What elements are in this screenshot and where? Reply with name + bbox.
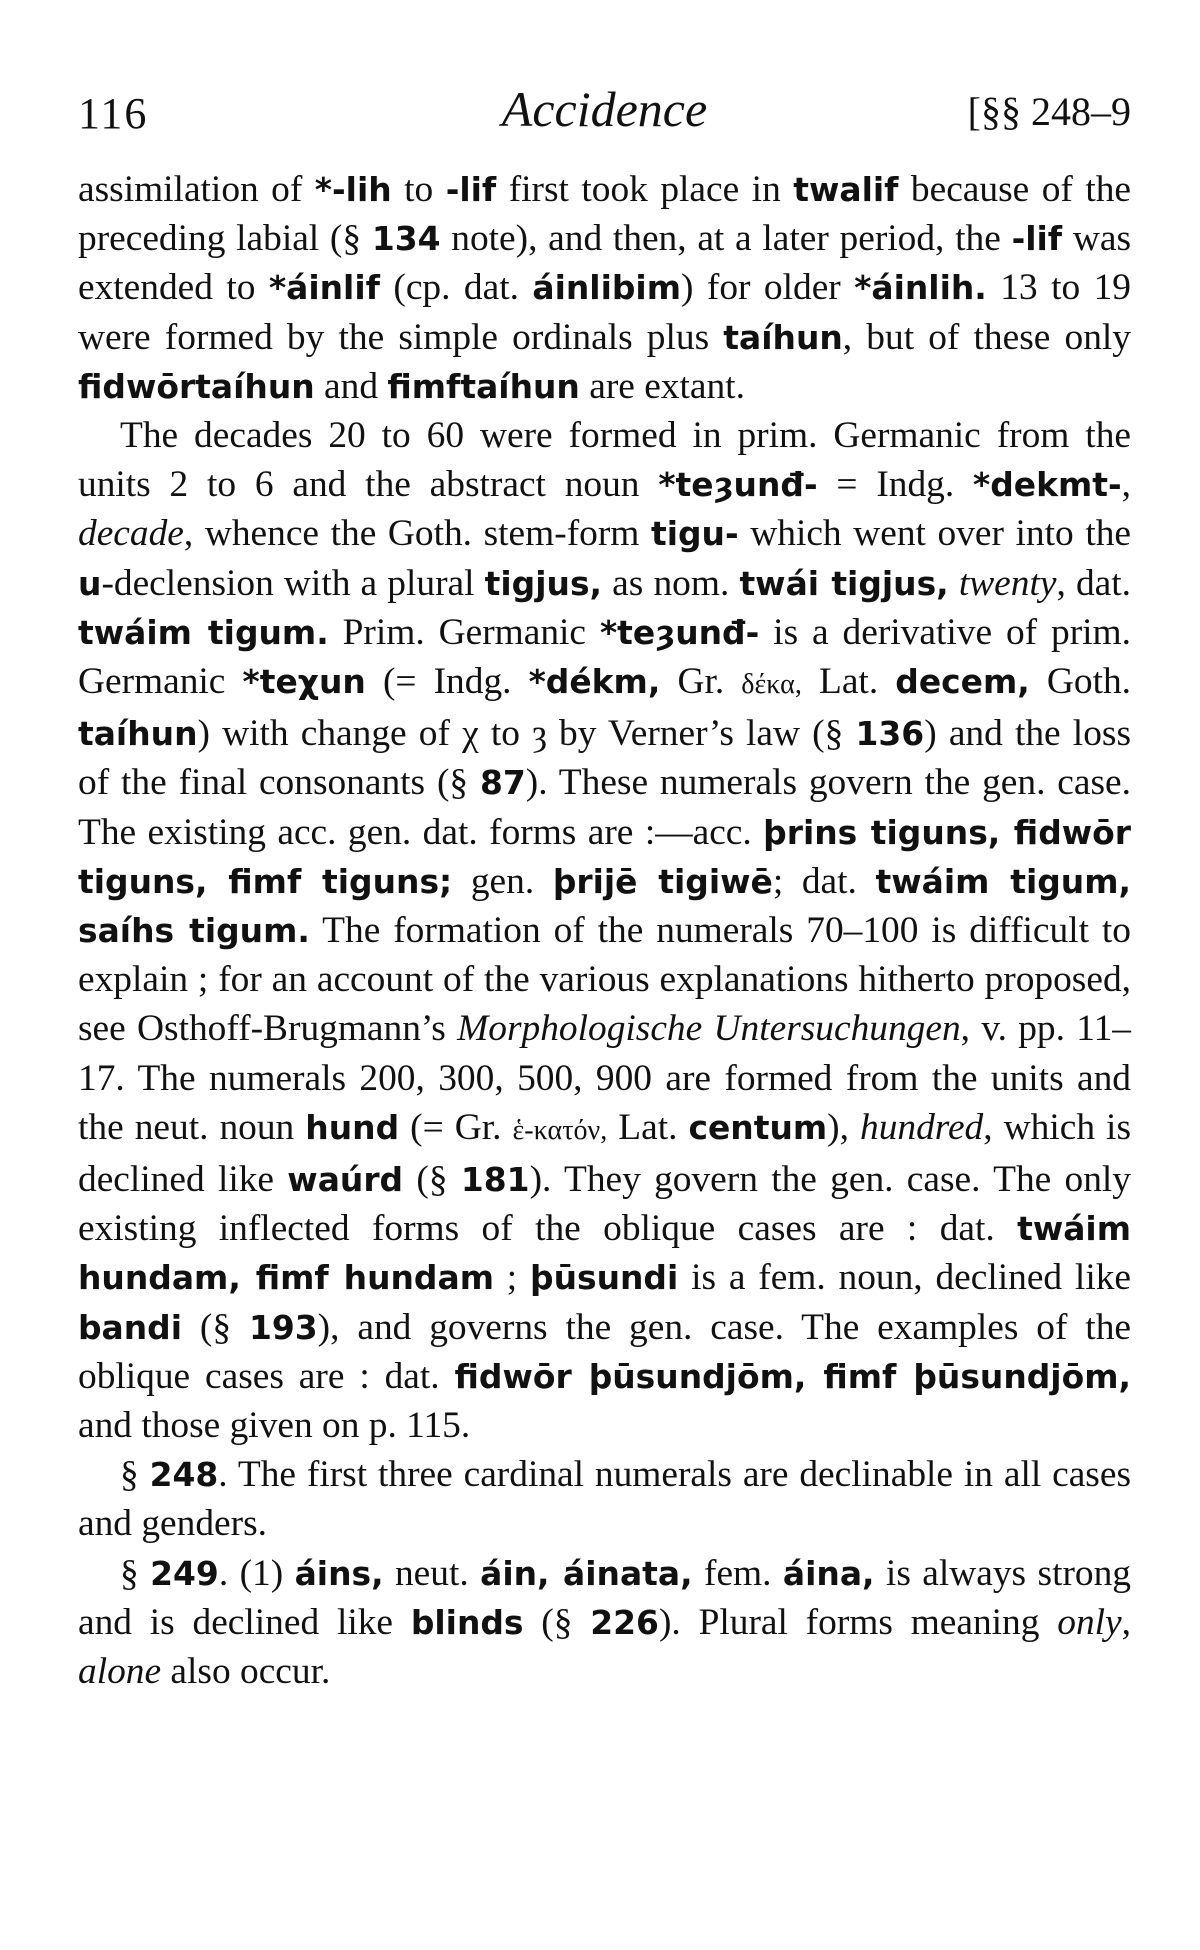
text-run: and [314, 365, 388, 407]
bold-term: 181 [460, 1160, 530, 1200]
text-run: 13 to 19 were formed by the simple ordinals plus [78, 267, 1131, 358]
book-page [78, 80, 1131, 1696]
text-run: Lat. [607, 1106, 689, 1148]
text-run: (§ [523, 1601, 591, 1643]
bold-term: áin, áinata, [480, 1553, 693, 1593]
text-run: (§ [182, 1306, 249, 1348]
bold-term: *dekmt- [973, 465, 1122, 505]
page-number: 116 [78, 89, 149, 138]
text-run: ), and governs the gen. case. The examples of the oblique cases are : dat. [78, 1306, 1131, 1397]
bold-term: taíhun [723, 317, 843, 357]
text-run: , which is declined like [78, 1106, 1131, 1201]
paragraph [78, 1450, 1131, 1548]
bold-term: *áinlif [268, 268, 380, 308]
text-run: ) with change of χ to ȝ by Verner’s law (§ [197, 713, 856, 755]
bold-term: tigjus, [484, 563, 603, 603]
bold-term: decem, [895, 662, 1030, 702]
bold-term: centum [688, 1107, 828, 1147]
text-run: gen. [452, 860, 553, 902]
bold-term: *teȝunđ- [658, 465, 818, 505]
bold-term: fidwōr þūsundjōm, fimf þūsundjōm, [454, 1356, 1131, 1396]
text-run: as nom. [602, 562, 740, 604]
bold-term: þrijē tigiwē [552, 861, 773, 901]
text-run: ). These numerals govern the gen. case. The existing acc. gen. dat. forms are :—acc. [78, 762, 1131, 853]
text-run: first took place in [496, 169, 794, 210]
italic-term: decade [78, 513, 184, 555]
bold-term: hund [305, 1107, 400, 1147]
italic-term: alone [78, 1651, 162, 1693]
text-run: , whence the Goth. stem-form [183, 513, 651, 555]
text-run: § [120, 1454, 150, 1496]
text-run: ; dat. [772, 860, 876, 902]
text-run: (§ [403, 1159, 461, 1201]
bold-term: blinds [410, 1602, 524, 1642]
text-run: ) for older [680, 267, 855, 309]
running-title: Accidence [501, 81, 708, 137]
text-run: Lat. [801, 661, 896, 703]
bold-term: *áinlih. [854, 268, 987, 308]
italic-term: hundred [860, 1106, 984, 1148]
running-head [78, 80, 1131, 140]
italic-term: twenty [958, 562, 1057, 604]
bold-term: 249 [150, 1553, 219, 1593]
paragraph [78, 1549, 1131, 1697]
text-run: = Indg. [817, 464, 973, 506]
text-run: is a derivative of prim. Germanic [78, 611, 1131, 703]
paragraph [78, 165, 1131, 411]
text-run: ), [827, 1106, 861, 1148]
text-run: Prim. Germanic [328, 611, 600, 653]
body-text [78, 165, 1131, 1696]
text-run: which went over into the [738, 513, 1131, 555]
text-run: The decades 20 to 60 were formed in prim. Germanic from the units 2 to 6 and the abstract noun [78, 415, 1131, 506]
text-run: (= Gr. [399, 1106, 513, 1148]
bold-term: twáim tigum. [78, 612, 329, 652]
text-run: because of the preceding labial (§ [78, 169, 1132, 260]
text-run [949, 563, 959, 604]
text-run: , [1121, 464, 1131, 506]
italic-term: Morphologische Untersuchungen [457, 1008, 961, 1050]
text-run: Gr. [660, 661, 742, 703]
text-run: ; [494, 1257, 531, 1299]
text-run: (cp. dat. [379, 267, 533, 309]
bold-term: fidwōrtaíhun [78, 366, 315, 406]
text-run: also occur. [161, 1651, 331, 1693]
bold-term: twalif [793, 170, 899, 209]
text-run: fem. [692, 1552, 783, 1594]
italic-term: only [1057, 1601, 1122, 1643]
bold-term: *teȝunđ- [599, 612, 760, 652]
bold-term: 136 [855, 714, 925, 754]
bold-term: áins, [294, 1553, 384, 1593]
text-run: to [391, 169, 446, 210]
bold-term: 248 [149, 1455, 219, 1495]
text-run: , dat. [1056, 562, 1131, 604]
bold-term: twáim tigum, saíhs tigum. [78, 861, 1131, 951]
text-run: ). Plural forms meaning [658, 1601, 1058, 1643]
bold-term: *teχun [242, 662, 366, 702]
text-run: ) and the loss of the final consonants (§ [78, 713, 1131, 804]
text-run: assimilation of [78, 169, 315, 210]
bold-term: u [78, 563, 102, 603]
text-run: -declension with a plural [101, 562, 485, 604]
text-run: are extant. [579, 365, 745, 407]
bold-term: þūsundi [530, 1258, 679, 1298]
bold-term: -lif [445, 170, 497, 209]
bold-term: þrins tiguns, fidwōr tiguns, fimf tiguns; [78, 812, 1131, 901]
text-run: neut. [383, 1552, 481, 1594]
greek-term: δέκα, [741, 669, 802, 701]
bold-term: 134 [371, 219, 441, 259]
bold-term: áinlibim [532, 268, 681, 308]
bold-term: áina, [782, 1553, 875, 1593]
text-run: , v. pp. 11–17. The numerals 200, 300, 500, 900 are formed from the units and the neut. noun [78, 1008, 1131, 1148]
text-run: was extended to [78, 218, 1131, 309]
section-range: [§§ 248–9 [967, 89, 1131, 134]
paragraph [78, 411, 1131, 1450]
text-run: Goth. [1029, 661, 1131, 703]
bold-term: bandi [78, 1307, 183, 1347]
bold-term: 87 [480, 763, 526, 803]
text-run: , but of these only [842, 316, 1131, 358]
text-run: ). They govern the gen. case. The only existing inflected forms of the oblique cases are : dat. [78, 1159, 1131, 1250]
bold-term: tigu- [650, 514, 739, 554]
bold-term: 226 [590, 1602, 659, 1642]
bold-term: fimftaíhun [387, 366, 580, 406]
text-run: (= Indg. [365, 661, 529, 703]
bold-term: taíhun [78, 714, 198, 754]
bold-term: 193 [248, 1307, 318, 1347]
text-run: , [1121, 1601, 1131, 1643]
bold-term: waúrd [287, 1160, 404, 1200]
text-run: is a fem. noun, declined like [678, 1257, 1131, 1299]
text-run: The formation of the numerals 70–100 is difficult to explain ; for an account of the various explanations hitherto proposed, see Osthoff-Brugmann’s [78, 910, 1131, 1050]
text-run: . The first three cardinal numerals are declinable in all cases and genders. [78, 1454, 1132, 1545]
text-run: . (1) [218, 1552, 295, 1594]
text-run: § [120, 1552, 151, 1594]
bold-term: *-lih [314, 170, 392, 209]
text-run: is always strong and is declined like [78, 1552, 1131, 1643]
greek-term: ἑ-κατόν, [512, 1114, 608, 1146]
bold-term: *dékm, [528, 662, 661, 702]
text-run: note), and then, at a later period, the [440, 218, 1012, 260]
bold-term: -lif [1011, 219, 1063, 259]
bold-term: twái tigjus, [739, 563, 949, 603]
text-run: and those given on p. 115. [78, 1405, 471, 1447]
bold-term: twáim hundam, fimf hundam [78, 1209, 1131, 1298]
